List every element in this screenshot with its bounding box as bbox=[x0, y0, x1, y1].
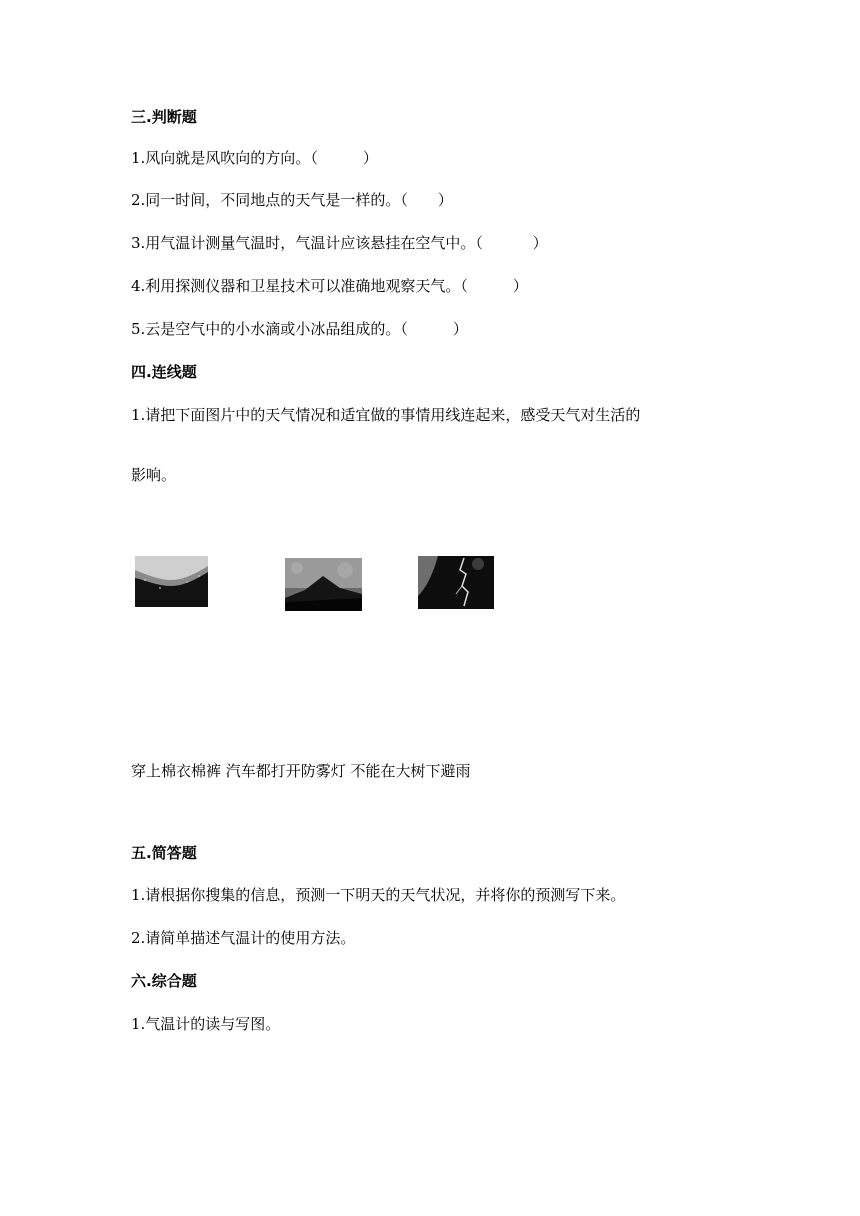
activity-options: 穿上棉衣棉裤 汽车都打开防雾灯 不能在大树下避雨 bbox=[131, 762, 471, 780]
question-4-1-line1: 1.请把下面图片中的天气情况和适宜做的事情用线连起来，感受天气对生活的 bbox=[131, 406, 641, 424]
question-3-3: 3.用气温计测量气温时，气温计应该悬挂在空气中。（ ） bbox=[131, 234, 548, 252]
section-heading-short-answer: 五.简答题 bbox=[131, 844, 197, 862]
section-heading-comprehensive: 六.综合题 bbox=[131, 972, 197, 990]
lightning-storm-photo bbox=[418, 556, 494, 609]
question-3-2: 2.同一时间，不同地点的天气是一样的。（ ） bbox=[131, 191, 453, 209]
question-5-1: 1.请根据你搜集的信息，预测一下明天的天气状况，并将你的预测写下来。 bbox=[131, 886, 626, 904]
question-3-5: 5.云是空气中的小水滴或小冰品组成的。（ ） bbox=[131, 320, 468, 338]
section-heading-matching: 四.连线题 bbox=[131, 363, 197, 381]
question-6-1: 1.气温计的读与写图。 bbox=[131, 1015, 281, 1033]
section-heading-judgment: 三.判断题 bbox=[131, 108, 197, 126]
question-3-4: 4.利用探测仪器和卫星技术可以准确地观察天气。（ ） bbox=[131, 277, 528, 295]
fog-mountain-photo bbox=[285, 558, 362, 611]
snow-photo bbox=[135, 556, 208, 607]
question-4-1-line2: 影响。 bbox=[131, 466, 177, 484]
question-3-1: 1.风向就是风吹向的方向。（ ） bbox=[131, 149, 378, 167]
question-5-2: 2.请简单描述气温计的使用方法。 bbox=[131, 929, 356, 947]
